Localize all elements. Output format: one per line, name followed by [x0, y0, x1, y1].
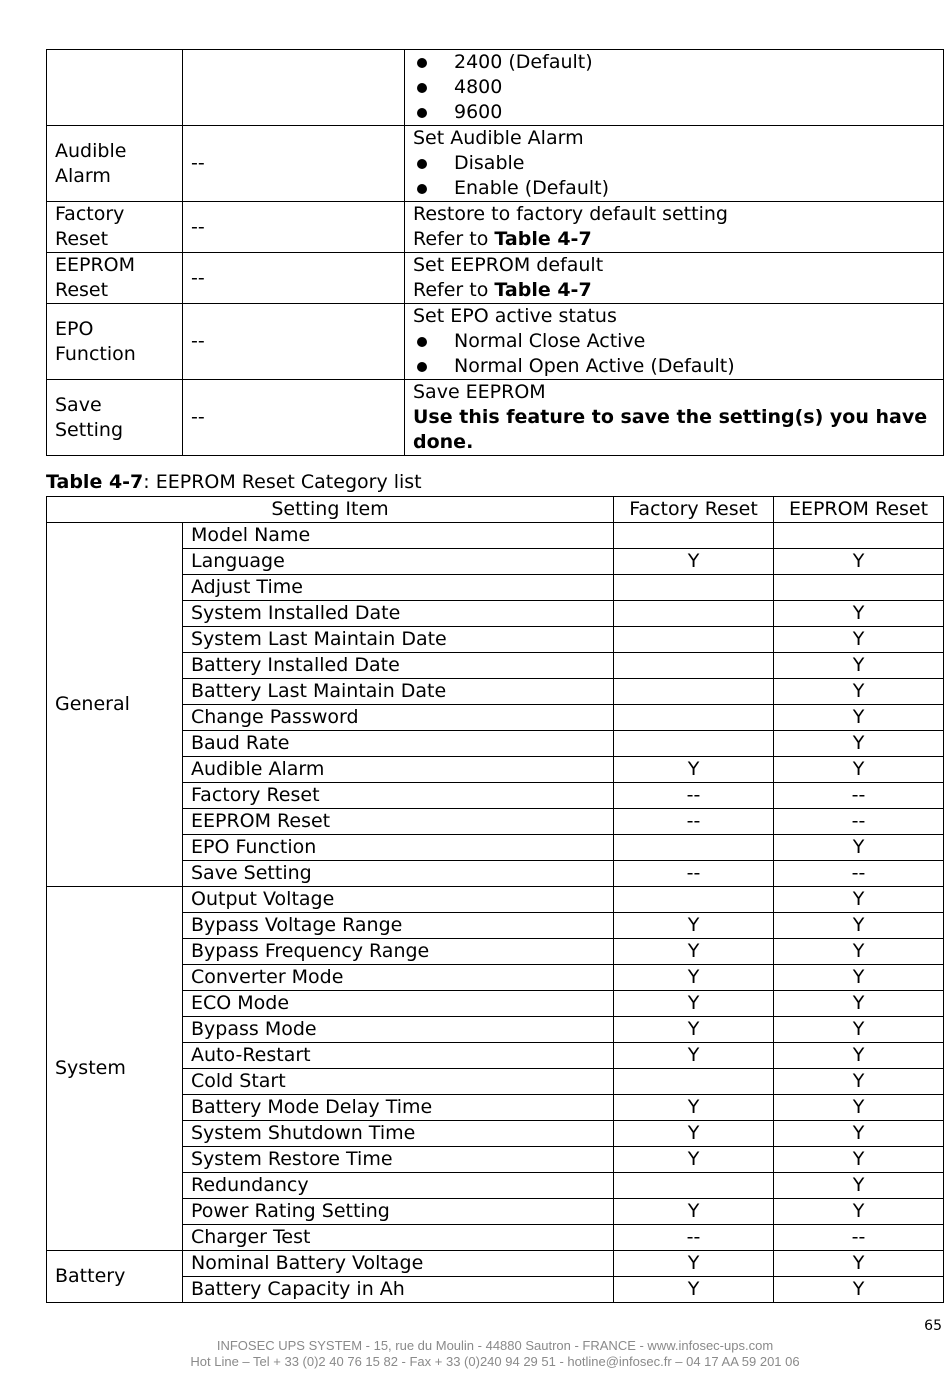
settings-table: [46, 49, 944, 456]
setting-item: Output Voltage: [183, 887, 614, 913]
factory-reset-cell: --: [614, 1225, 774, 1251]
setting-item: Power Rating Setting: [183, 1199, 614, 1225]
bold-note: Use this feature to save the setting(s) you have done.: [413, 406, 928, 453]
setting-name: EPO Function: [47, 304, 183, 380]
setting-item: Language: [183, 549, 614, 575]
bullet-item: 9600: [413, 100, 935, 125]
factory-reset-cell: [614, 835, 774, 861]
setting-item: System Restore Time: [183, 1147, 614, 1173]
setting-item: Charger Test: [183, 1225, 614, 1251]
setting-item: EPO Function: [183, 835, 614, 861]
eeprom-reset-cell: [774, 523, 944, 549]
setting-item: Baud Rate: [183, 731, 614, 757]
setting-item: System Shutdown Time: [183, 1121, 614, 1147]
settings-row: [47, 304, 944, 380]
bullet-item: Normal Open Active (Default): [413, 354, 935, 379]
eeprom-reset-cell: --: [774, 809, 944, 835]
setting-item: Redundancy: [183, 1173, 614, 1199]
description-text: Set EEPROM default: [413, 254, 604, 276]
setting-name: Audible Alarm: [47, 126, 183, 202]
eeprom-reset-cell: Y: [774, 939, 944, 965]
eeprom-reset-cell: Y: [774, 601, 944, 627]
description-text: Set Audible Alarm: [413, 127, 584, 149]
reference-table: Table 4-7: [494, 228, 592, 250]
bullet-item: 2400 (Default): [413, 50, 935, 75]
category-general: General: [47, 523, 183, 887]
setting-description: [405, 126, 944, 202]
setting-description: [405, 202, 944, 253]
setting-description: [405, 50, 944, 126]
setting-item: Cold Start: [183, 1069, 614, 1095]
eeprom-reset-cell: Y: [774, 965, 944, 991]
factory-reset-cell: Y: [614, 913, 774, 939]
eeprom-reset-cell: Y: [774, 679, 944, 705]
eeprom-reset-cell: Y: [774, 1277, 944, 1303]
table-caption: [46, 470, 422, 495]
footer-address: INFOSEC UPS SYSTEM - 15, rue du Moulin - 44880 Sautron - FRANCE - www.infosec-ups.com: [216, 1338, 774, 1353]
caption-text: : EEPROM Reset Category list: [143, 471, 422, 493]
bullet-item: Disable: [413, 151, 935, 176]
eeprom-reset-cell: Y: [774, 1147, 944, 1173]
setting-item: Bypass Frequency Range: [183, 939, 614, 965]
page-number: 65: [924, 1318, 942, 1334]
eeprom-reset-cell: --: [774, 1225, 944, 1251]
setting-item: Battery Installed Date: [183, 653, 614, 679]
eeprom-reset-cell: Y: [774, 913, 944, 939]
factory-reset-cell: [614, 679, 774, 705]
setting-item: EEPROM Reset: [183, 809, 614, 835]
setting-item: Bypass Mode: [183, 1017, 614, 1043]
factory-reset-cell: --: [614, 809, 774, 835]
settings-row: [47, 380, 944, 456]
eeprom-reset-cell: --: [774, 861, 944, 887]
reference-line: [413, 278, 935, 303]
factory-reset-cell: [614, 731, 774, 757]
factory-reset-cell: Y: [614, 549, 774, 575]
header-eeprom-reset: EEPROM Reset: [774, 497, 944, 523]
table-row: [47, 523, 944, 549]
settings-row: [47, 202, 944, 253]
factory-reset-cell: Y: [614, 1043, 774, 1069]
setting-name: Save Setting: [47, 380, 183, 456]
setting-value: --: [183, 304, 405, 380]
reference-prefix: Refer to: [413, 279, 495, 301]
category-system: System: [47, 887, 183, 1251]
footer-hotline: Hot Line – Tel + 33 (0)2 40 76 15 82 - Fax + 33 (0)240 94 29 51 - hotline@infosec.fr – 04 17 AA 59 201 06: [190, 1354, 800, 1369]
eeprom-reset-cell: [774, 575, 944, 601]
setting-name: EEPROM Reset: [47, 253, 183, 304]
factory-reset-cell: [614, 653, 774, 679]
eeprom-reset-cell: Y: [774, 627, 944, 653]
factory-reset-cell: Y: [614, 1147, 774, 1173]
eeprom-reset-cell: Y: [774, 1043, 944, 1069]
eeprom-reset-cell: Y: [774, 1069, 944, 1095]
setting-item: Battery Capacity in Ah: [183, 1277, 614, 1303]
description-text: Restore to factory default setting: [413, 203, 728, 225]
settings-row: [47, 50, 944, 126]
factory-reset-cell: [614, 887, 774, 913]
factory-reset-cell: Y: [614, 991, 774, 1017]
eeprom-reset-cell: Y: [774, 991, 944, 1017]
factory-reset-cell: [614, 601, 774, 627]
setting-item: Change Password: [183, 705, 614, 731]
bullet-item: Enable (Default): [413, 176, 935, 201]
setting-item: System Installed Date: [183, 601, 614, 627]
description-text: Set EPO active status: [413, 305, 617, 327]
eeprom-reset-cell: Y: [774, 653, 944, 679]
setting-item: Save Setting: [183, 861, 614, 887]
factory-reset-cell: Y: [614, 1199, 774, 1225]
setting-value: --: [183, 202, 405, 253]
eeprom-reset-cell: Y: [774, 549, 944, 575]
eeprom-reset-cell: --: [774, 783, 944, 809]
eeprom-reset-cell: Y: [774, 1121, 944, 1147]
factory-reset-cell: [614, 575, 774, 601]
factory-reset-cell: Y: [614, 1095, 774, 1121]
eeprom-reset-cell: Y: [774, 1173, 944, 1199]
setting-item: Factory Reset: [183, 783, 614, 809]
setting-item: Battery Last Maintain Date: [183, 679, 614, 705]
factory-reset-cell: [614, 1069, 774, 1095]
setting-description: [405, 304, 944, 380]
eeprom-reset-cell: Y: [774, 1251, 944, 1277]
factory-reset-cell: [614, 705, 774, 731]
eeprom-reset-cell: Y: [774, 1199, 944, 1225]
eeprom-reset-cell: Y: [774, 835, 944, 861]
eeprom-reset-cell: Y: [774, 1095, 944, 1121]
factory-reset-cell: Y: [614, 939, 774, 965]
factory-reset-cell: [614, 1173, 774, 1199]
setting-item: Nominal Battery Voltage: [183, 1251, 614, 1277]
factory-reset-cell: --: [614, 861, 774, 887]
factory-reset-cell: Y: [614, 1121, 774, 1147]
setting-value: --: [183, 126, 405, 202]
setting-item: Converter Mode: [183, 965, 614, 991]
eeprom-reset-cell: Y: [774, 1017, 944, 1043]
factory-reset-cell: Y: [614, 1277, 774, 1303]
setting-description: [405, 380, 944, 456]
table-row: [47, 887, 944, 913]
setting-item: Adjust Time: [183, 575, 614, 601]
reference-prefix: Refer to: [413, 228, 495, 250]
setting-item: Battery Mode Delay Time: [183, 1095, 614, 1121]
setting-value: --: [183, 253, 405, 304]
setting-item: System Last Maintain Date: [183, 627, 614, 653]
caption-table-ref: Table 4-7: [46, 471, 144, 493]
factory-reset-cell: Y: [614, 1017, 774, 1043]
header-row: [47, 497, 944, 523]
eeprom-reset-cell: Y: [774, 705, 944, 731]
description-text: Save EEPROM: [413, 381, 546, 403]
setting-item: Auto-Restart: [183, 1043, 614, 1069]
setting-name: Factory Reset: [47, 202, 183, 253]
factory-reset-cell: --: [614, 783, 774, 809]
setting-value: --: [183, 380, 405, 456]
eeprom-reset-cell: Y: [774, 757, 944, 783]
factory-reset-cell: [614, 627, 774, 653]
page-footer: [0, 1338, 950, 1370]
factory-reset-cell: [614, 523, 774, 549]
factory-reset-cell: Y: [614, 757, 774, 783]
setting-name: [47, 50, 183, 126]
setting-item: Audible Alarm: [183, 757, 614, 783]
reference-table: Table 4-7: [494, 279, 592, 301]
eeprom-reset-category-table: [46, 496, 944, 1303]
bullet-item: Normal Close Active: [413, 329, 935, 354]
setting-description: [405, 253, 944, 304]
bullet-item: 4800: [413, 75, 935, 100]
setting-item: Bypass Voltage Range: [183, 913, 614, 939]
setting-item: ECO Mode: [183, 991, 614, 1017]
header-setting-item: Setting Item: [47, 497, 614, 523]
settings-row: [47, 253, 944, 304]
factory-reset-cell: Y: [614, 965, 774, 991]
table-row: [47, 1251, 944, 1277]
reference-line: [413, 227, 935, 252]
header-factory-reset: Factory Reset: [614, 497, 774, 523]
factory-reset-cell: Y: [614, 1251, 774, 1277]
setting-item: Model Name: [183, 523, 614, 549]
eeprom-reset-cell: Y: [774, 731, 944, 757]
setting-value: [183, 50, 405, 126]
settings-row: [47, 126, 944, 202]
category-battery: Battery: [47, 1251, 183, 1303]
eeprom-reset-cell: Y: [774, 887, 944, 913]
